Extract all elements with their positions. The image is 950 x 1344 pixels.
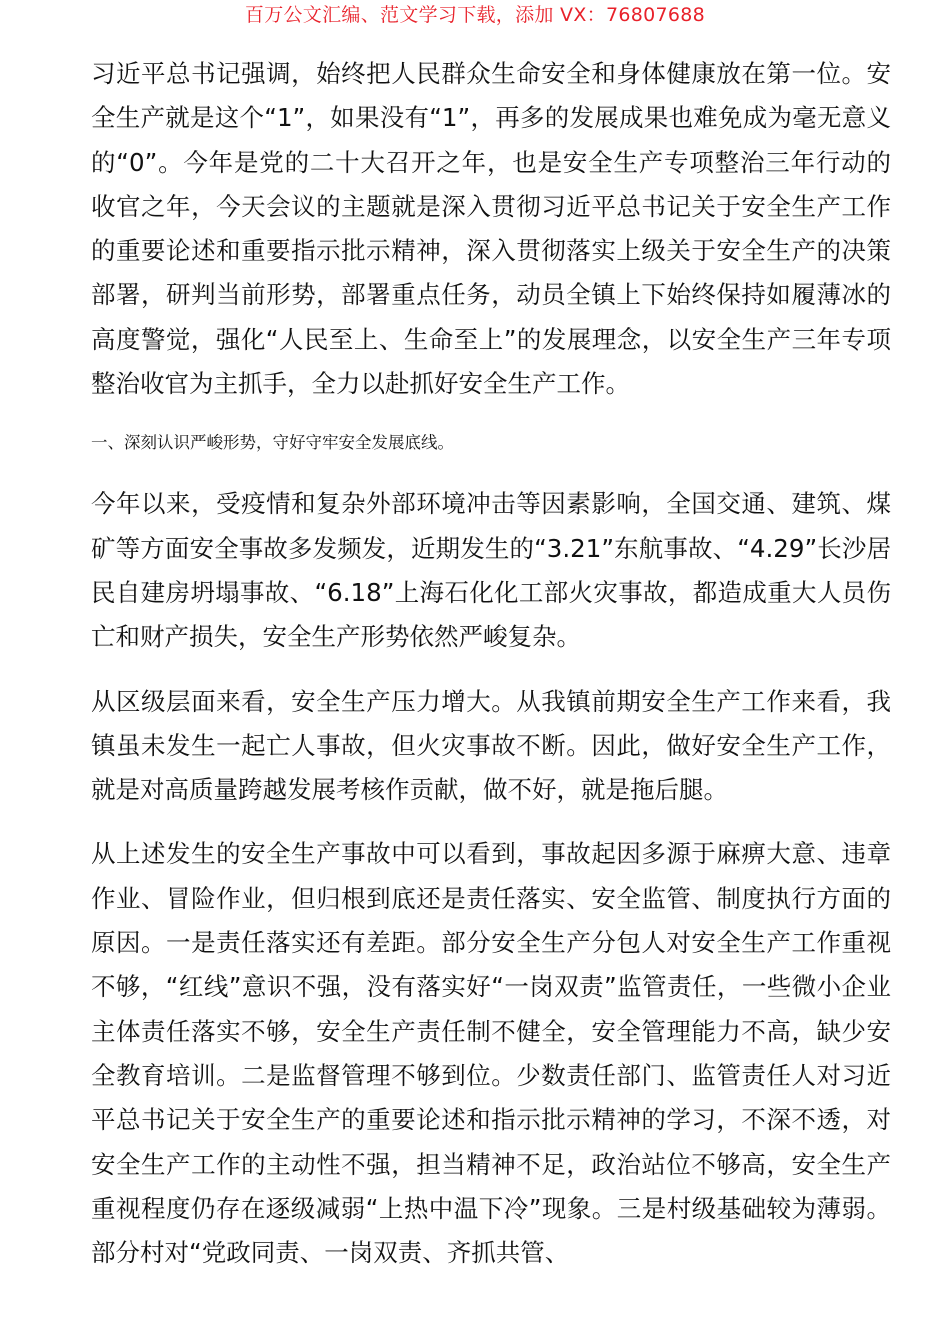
section-heading: 一、深刻认识严峻形势，守好守牢安全发展底线。 xyxy=(91,433,454,453)
paragraph-district-level: 从区级层面来看，安全生产压力增大。从我镇前期安全生产工作来看，我镇虽未发生一起亡人事故，但火灾事故不断。因此，做好安全生产工作，就是对高质量跨越发展考核作贡献，做不好，就是拖后腿。 xyxy=(91,686,891,805)
document-body xyxy=(91,52,891,1275)
paragraph-intro: 习近平总书记强调，始终把人民群众生命安全和身体健康放在第一位。安全生产就是这个“1”，如果没有“1”，再多的发展成果也难免成为毫无意义的“0”。今年是党的二十大召开之年，也是安全生产专项整治三年行动的收官之年，今天会议的主题就是深入贯彻习近平总书记关于安全生产工作的重要论述和重要指示批示精神，深入贯彻落实上级关于安全生产的决策部署，研判当前形势，部署重点任务，动员全镇上下始终保持如履薄冰的高度警觉，强化“人民至上、生命至上”的发展理念，以安全生产三年专项整治收官为主抓手，全力以赴抓好安全生产工作。 xyxy=(91,59,891,399)
download-banner: 百万公文汇编、范文学习下载，添加 VX：76807688 xyxy=(244,4,706,26)
paragraph-national-situation: 今年以来，受疫情和复杂外部环境冲击等因素影响，全国交通、建筑、煤矿等方面安全事故多发频发，近期发生的“3.21”东航事故、“4.29”长沙居民自建房坍塌事故、“6.18”上海石化化工部火灾事故，都造成重大人员伤亡和财产损失，安全生产形势依然严峻复杂。 xyxy=(91,489,891,652)
paragraph-problem-analysis: 从上述发生的安全生产事故中可以看到，事故起因多源于麻痹大意、违章作业、冒险作业，但归根到底还是责任落实、安全监管、制度执行方面的原因。一是责任落实还有差距。部分安全生产分包人对安全生产工作重视不够，“红线”意识不强，没有落实好“一岗双责”监管责任，一些微小企业主体责任落实不够，安全生产责任制不健全，安全管理能力不高，缺少安全教育培训。二是监督管理不够到位。少数责任部门、监管责任人对习近平总书记关于安全生产的重要论述和指示批示精神的学习，不深不透，对安全生产工作的主动性不强，担当精神不足，政治站位不够高，安全生产重视程度仍存在逐级减弱“上热中温下冷”现象。三是村级基础较为薄弱。部分村对“党政同责、一岗双责、齐抓共管、 xyxy=(91,839,891,1268)
